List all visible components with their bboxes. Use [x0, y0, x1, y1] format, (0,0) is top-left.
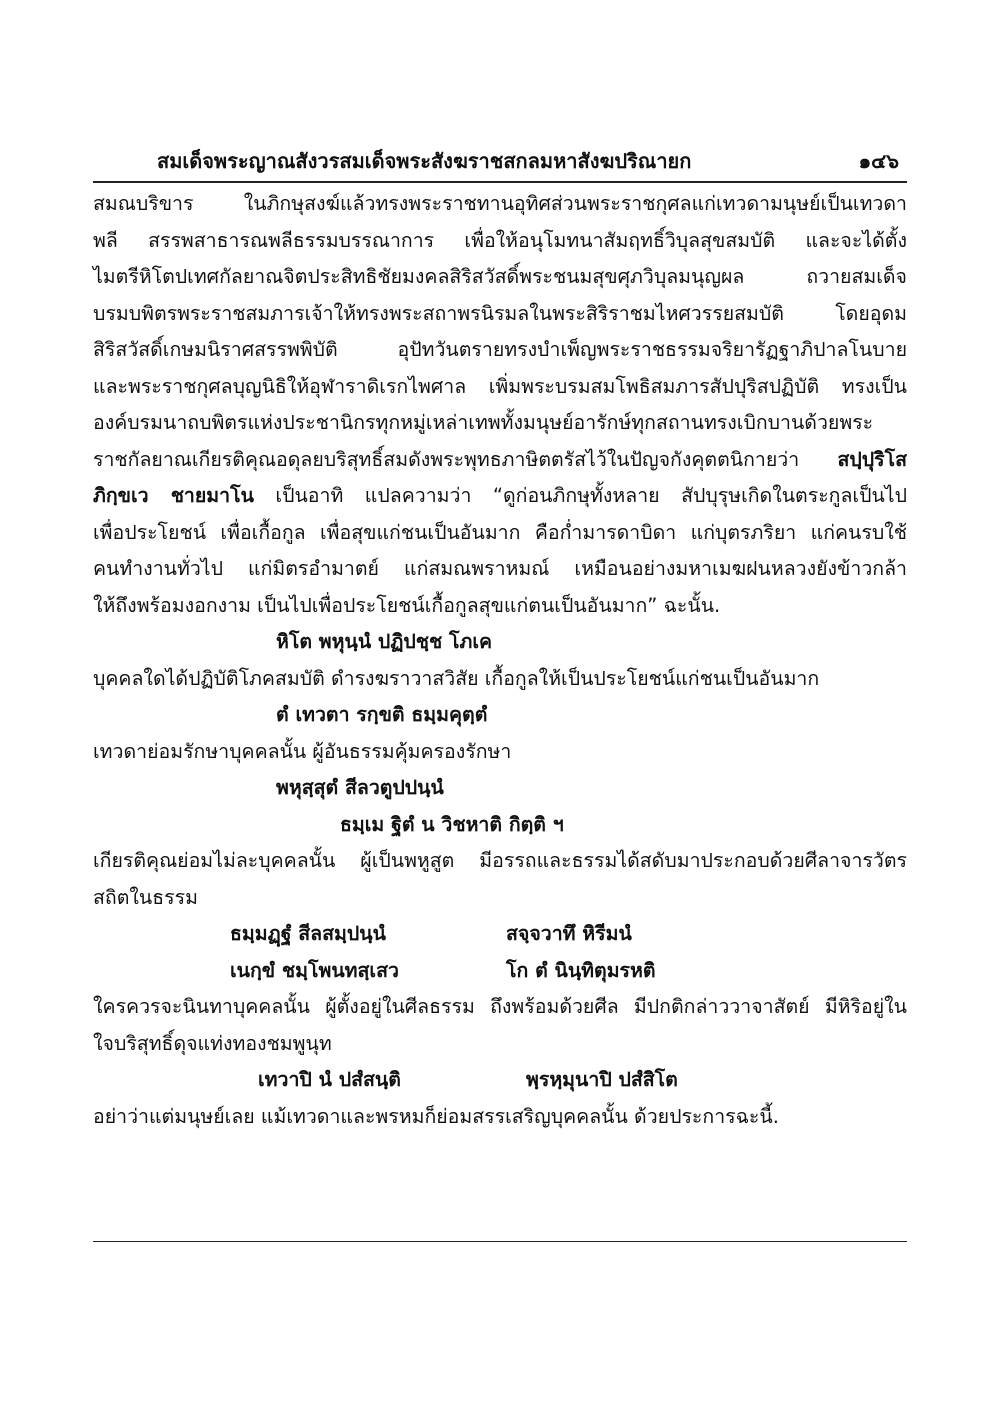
paragraph-line: องค์บรมนาถบพิตรแห่งประชานิกรทุกหมู่เหล่าเทพทั้งมนุษย์อารักษ์ทุกสถานทรงเบิกบานด้วยพระ — [93, 411, 874, 434]
pali-verse-text: เทวาปิ นํ ปสํสนฺติ — [258, 1068, 401, 1091]
header-title: สมเด็จพระญาณสังวรสมเด็จพระสังฆราชสกลมหาสังฆปริณายก — [157, 149, 692, 173]
pali-verse — [93, 953, 907, 990]
pali-quote: ภิกฺขเว ชายมาโน — [93, 484, 254, 507]
paragraph-line: บรมบพิตรพระราชสมภารเจ้าให้ทรงพระสถาพรนิรมลในพระสิริราชมไหศวรรยสมบัติ โดยอุดม — [93, 301, 907, 325]
paragraph-text: ราชกัลยาณเกียรติคุณอดุลยบริสุทธิ์สมดังพระพุทธภาษิตตรัสไว้ในปัญจกังคุตตนิกายว่า — [93, 447, 800, 471]
translation-line: สถิตในธรรม — [93, 885, 198, 909]
pali-verse-text: โก ตํ นินฺทิตุมรหติ — [506, 958, 656, 982]
pali-verse-text: พฺรหฺมุนาปิ ปสํสิโต — [526, 1068, 678, 1091]
paragraph-line: สมณบริขาร ในภิกษุสงฆ์แล้วทรงพระราชทานอุทิศส่วนพระราชกุศลแก่เทวดามนุษย์เป็นเทวดา — [93, 192, 907, 215]
translation-line: เกียรติคุณย่อมไม่ละบุคคลนั้น ผู้เป็นพหูสูต มีอรรถและธรรมได้สดับมาประกอบด้วยศีลาจารวัตร — [93, 849, 907, 872]
pali-verse — [93, 1062, 907, 1099]
translation-line: เทวดาย่อมรักษาบุคคลนั้น ผู้อันธรรมคุ้มครองรักษา — [93, 739, 512, 763]
paragraph-line: ไมตรีหิโตปเทศกัลยาณจิตประสิทธิชัยมงคลสิริสวัสดิ์พระชนมสุขศุภวิบุลมนุญผล ถวายสมเด็จ — [93, 265, 907, 288]
pali-verse — [93, 697, 907, 734]
paragraph-text: เป็นอาทิ แปลความว่า “ดูก่อนภิกษุทั้งหลาย สัปบุรุษเกิดในตระกูลเป็นไป — [275, 484, 907, 507]
paragraph-line: พลี สรรพสาธารณพลีธรรมบรรณาการ เพื่อให้อนุโมทนาสัมฤทธิ์วิบุลสุขสมบัติ และจะได้ตั้ง — [93, 228, 907, 252]
translation-line: บุคคลใดได้ปฏิบัติโภคสมบัติ ดำรงฆราวาสวิสัย เกื้อกูลให้เป็นประโยชน์แก่ชนเป็นอันมาก — [93, 666, 820, 690]
paragraph-line: สิริสวัสดิ์เกษมนิราศสรรพพิบัติ อุปัทวันตรายทรงบำเพ็ญพระราชธรรมจริยารัฏฐาภิปาลโนบาย — [93, 338, 907, 361]
paragraph-line: คนทำงานทั่วไป แก่มิตรอำมาตย์ แก่สมณพราหมณ์ เหมือนอย่างมหาเมฆฝนหลวงยังข้าวกล้า — [93, 557, 907, 580]
pali-verse-text: ธมฺเม ฐิตํ น วิชหาติ กิตฺติ ฯ — [340, 812, 564, 836]
pali-quote: สปฺปุริโส — [837, 447, 907, 471]
paragraph-line: และพระราชกุศลบุญนิธิให้อุฬาราดิเรกไพศาล เพิ่มพระบรมสมโพธิสมภารสัปปุริสปฏิบัติ ทรงเป็น — [93, 374, 907, 398]
footer-divider — [93, 1241, 907, 1242]
pali-verse-text: เนกฺขํ ชมฺโพนทสฺเสว — [230, 958, 399, 982]
document-body — [93, 186, 907, 1135]
pali-verse — [93, 624, 907, 661]
paragraph-line — [93, 478, 907, 515]
pali-verse-text: ธมฺมฏฺฐํ สีลสมฺปนฺนํ — [230, 922, 386, 945]
pali-verse — [93, 916, 907, 953]
pali-verse — [93, 807, 907, 844]
pali-verse-text: ตํ เทวตา รกฺขติ ธมฺมคุตฺตํ — [276, 703, 488, 726]
pali-verse-text: หิโต พหุนฺนํ ปฏิปชฺช โภเค — [276, 630, 493, 653]
pali-verse-text: สจฺจวาทึ หิรีมนํ — [506, 922, 632, 945]
page-number: ๑๔๖ — [858, 149, 899, 173]
paragraph-line — [93, 442, 907, 479]
pali-verse — [93, 770, 907, 807]
pali-verse-text: พหุสฺสุตํ สีลวตูปปนฺนํ — [276, 776, 444, 799]
translation-line: ใจบริสุทธิ์ดุจแท่งทองชมพูนุท — [93, 1031, 332, 1055]
paragraph-line: เพื่อประโยชน์ เพื่อเกื้อกูล เพื่อสุขแก่ชนเป็นอันมาก คือก่ำมารดาบิดา แก่บุตรภริยา แก่คนรบใช้ — [93, 520, 907, 544]
page-header — [93, 147, 907, 183]
paragraph-line: ให้ถึงพร้อมงอกงาม เป็นไปเพื่อประโยชน์เกื้อกูลสุขแก่ตนเป็นอันมาก” ฉะนั้น. — [93, 593, 721, 617]
translation-line: อย่าว่าแต่มนุษย์เลย แม้เทวดาและพรหมก็ย่อมสรรเสริญบุคคลนั้น ด้วยประการฉะนี้. — [93, 1104, 779, 1128]
translation-line: ใครควรจะนินทาบุคคลนั้น ผู้ตั้งอยู่ในศีลธรรม ถึงพร้อมด้วยศีล มีปกติกล่าววาจาสัตย์ มีหิริอยู่ใน — [93, 995, 907, 1018]
